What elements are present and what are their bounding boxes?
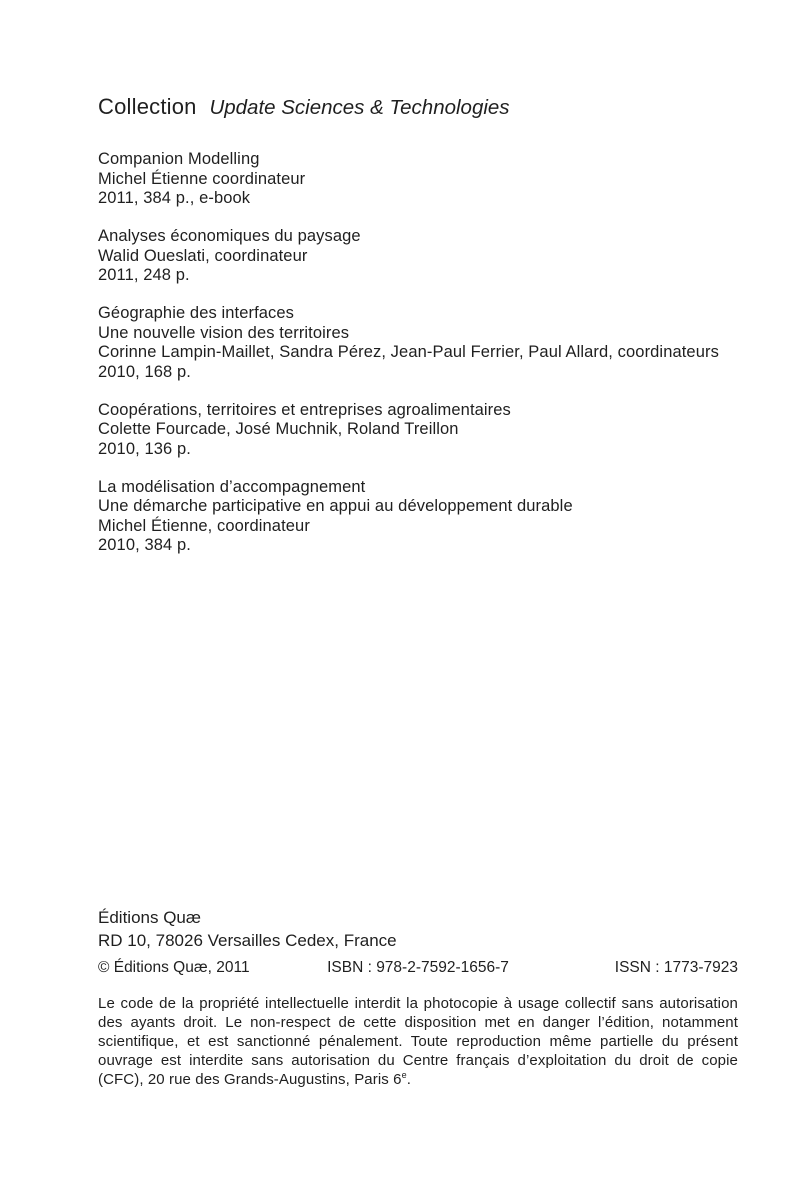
book-title: La modélisation d’accompagnement <box>98 477 366 496</box>
book-entry-line: 2011, 248 p. <box>98 266 190 284</box>
book-entry-line: 2010, 136 p. <box>98 439 191 458</box>
book-title: Analyses économiques du paysage <box>98 227 361 245</box>
publisher-address: RD 10, 78026 Versailles Cedex, France <box>98 930 397 950</box>
legal-period: . <box>406 1070 411 1088</box>
legal-notice <box>98 994 738 1089</box>
book-entry-line: Corinne Lampin-Maillet, Sandra Pérez, Jean-Paul Ferrier, Paul Allard, coordinateurs <box>98 343 719 361</box>
book-entry-line: Une nouvelle vision des territoires <box>98 323 350 342</box>
book-entry-line: 2010, 384 p. <box>98 536 191 554</box>
book-entry <box>98 150 738 209</box>
book-title: Companion Modelling <box>98 150 260 168</box>
page-content <box>98 96 738 1089</box>
book-entry-line: 2010, 168 p. <box>98 362 191 381</box>
book-entry-line: Une démarche participative en appui au développement durable <box>98 497 573 515</box>
book-list <box>98 150 738 556</box>
book-entry <box>98 478 738 556</box>
book-entry-line: Michel Étienne, coordinateur <box>98 516 310 535</box>
book-entry <box>98 304 738 382</box>
copyright-notice: © Éditions Quæ, 2011 <box>98 958 250 976</box>
collection-header <box>98 96 738 119</box>
isbn-number: ISBN : 978-2-7592-1656-7 <box>327 958 509 976</box>
legal-text: Le code de la propriété intellectuelle interdit la photocopie à usage collectif sans autorisation des ayants droit. Le non-respect de cette disposition met en danger l’édition, notamment scientifique, et est sanctionné pénalement. Toute reproduction même partielle du présent ouvrage est interdite sans autorisation du Centre français d’exploitation du droit de copie (CFC), 20 rue des Grands-Augustins, Paris 6 <box>98 994 738 1088</box>
publisher-name: Éditions Quæ <box>98 907 201 927</box>
book-entry <box>98 401 738 460</box>
book-title: Coopérations, territoires et entreprises agroalimentaires <box>98 400 511 419</box>
book-entry-line: 2011, 384 p., e-book <box>98 189 251 207</box>
collection-label: Collection <box>98 94 197 119</box>
book-title: Géographie des interfaces <box>98 304 295 322</box>
book-entry-line: Walid Oueslati, coordinateur <box>98 246 308 265</box>
book-entry-line: Colette Fourcade, José Muchnik, Roland Treillon <box>98 420 459 438</box>
legal-superscript: e <box>401 1069 407 1080</box>
book-entry-line: Michel Étienne coordinateur <box>98 169 306 188</box>
collection-series-name: Update Sciences & Technologies <box>209 96 510 119</box>
book-entry <box>98 227 738 286</box>
publisher-block <box>98 906 738 952</box>
issn-number: ISSN : 1773-7923 <box>614 958 738 976</box>
copyright-row <box>98 959 738 976</box>
